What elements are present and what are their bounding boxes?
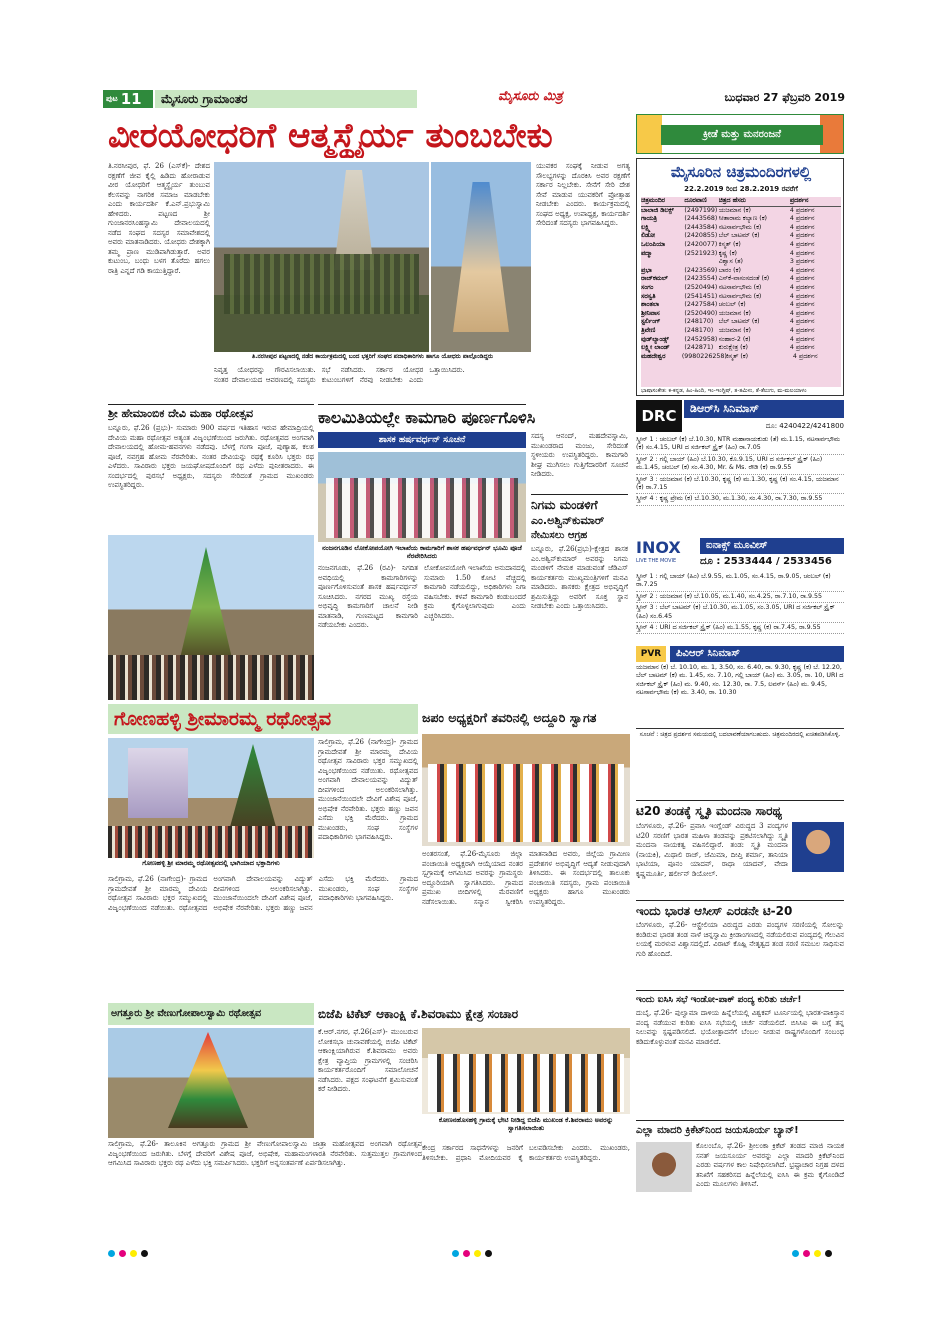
divider <box>636 990 844 991</box>
kaalamiti-photo <box>318 452 526 542</box>
divider <box>636 900 844 901</box>
table-cell: ಎಸ್‌ಕೆ-ವಾಸಂಸದಂತೆ (ಕ) <box>718 275 770 283</box>
temple-icon <box>128 748 188 818</box>
kaalamiti-subhead: ಶಾಸಕ ಹರ್ಷವರ್ಧನ್ ಸೂಚನೆ <box>318 432 526 448</box>
gonahalli-headline: ಗೋಣಹಳ್ಳಿ ಶ್ರೀಮಾರಮ್ಮ ರಥೋತ್ಸವ <box>114 708 332 730</box>
table-cell: ಶ್ರೀನಿವಾಸ <box>641 309 660 317</box>
table-cell: 4 ಪ್ರದರ್ಶನ <box>789 335 815 343</box>
table-row <box>641 353 841 362</box>
table-cell: ಸಂಹಾರ-2 (ಕ) <box>718 335 751 343</box>
table-cell: (2521923) <box>684 249 718 257</box>
table-cell: (2520490) <box>684 309 718 317</box>
showtime-row: ಸ್ಕ್ರೀನ್ 3 : ಬೆಲ್ ಬಾಟಮ್ (ಕ) ಬೆ.10.30, ಮ.1.05, ಸಂ.3.05, URI ದ ಸರ್ಜಿಕಲ್ ಸ್ಟ್ರೈಕ್ (ಹಿಂ) ಸಂ.6.45 <box>636 603 844 623</box>
page-tag-label: ಪುಟ <box>106 94 118 103</box>
table-cell: (2443568) <box>684 215 718 223</box>
cinema-date-range: 22.2.2019 ರಿಂದ 28.2.2019 ರವರೆಗೆ <box>684 185 798 193</box>
showtime-row: ಸ್ಕ್ರೀನ್ 1 : ಚಂಬಲ್ (ಕ) ಬೆ.10.30, NTR ಮಹಾನಾಯಕುಡು (ತೆ) ಮ.1.15, ನಟಸಾರ್ವಭೌಮ (ಕ) ಸಂ.4.15, URI ದ ಸರ್ಜಿಕಲ್ ಸ್ಟ್ರೈಕ್ (ಹಿಂ) ರಾ.7.05 <box>636 435 844 455</box>
gonahalli-text-right: ಸಾಲಿಗ್ರಾಮ, ಫೆ.26 (ನಾಗೇಂದ್ರ)- ಗ್ರಾಮದ ಗ್ರಾಮದೇವತೆ ಶ್ರೀ ಮಾರಮ್ಮ ದೇವಿಯ ರಥೋತ್ಸವ ಸಾವಿರಾರು ಭಕ್ತರ ಸಮ್ಮುಖದಲ್ಲಿ ವಿಜೃಂಭಣೆಯಿಂದ ನಡೆಯಿತು. ರಥೋತ್ಸವದ ಅಂಗವಾಗಿ ದೇವಾಲಯವನ್ನು ವಿದ್ಯುತ್ ದೀಪಗಳಿಂದ ಅಲಂಕರಿಸಲಾಗಿತ್ತು. ಮುಂಜಾನೆಯಿಂದಲೇ ದೇವಿಗೆ ವಿಶೇಷ ಪೂಜೆ, ಅಭಿಷೇಕ ನೆರವೇರಿತು. ಭಕ್ತರು ಹಣ್ಣು ಜವನ ಎಸೆದು ಭಕ್ತಿ ಮೆರೆದರು. ಗ್ರಾಮದ ಮುಖಂಡರು, ಸಂಘ ಸಂಸ್ಥೆಗಳ ಪದಾಧಿಕಾರಿಗಳು ಭಾಗವಹಿಸಿದ್ದರು. <box>318 738 418 841</box>
table-cell: ನಟಸಾರ್ವಭೌಮ (ಕ) <box>718 292 762 300</box>
nigama-headline-3: ನೇಮಿಸಲು ಆಗ್ರಹ <box>531 530 588 541</box>
drc-phone: ದೂ: 4240422/4241800 <box>765 422 844 430</box>
table-cell: (2541451) <box>684 292 718 300</box>
registration-dot <box>485 1250 492 1257</box>
lead-headline: ವೀರಯೋಧರಿಗೆ ಆತ್ಮಸ್ಥೈರ್ಯ ತುಂಬಬೇಕು <box>108 116 553 156</box>
table-cell: 4 ಪ್ರದರ್ಶನ <box>789 223 815 231</box>
table-cell: ಬೆಲ್ ಬಾಟಮ್ (ಕ) <box>718 318 760 326</box>
nigama-headline-1: ನಿಗಮ ಮಂಡಳಿಗೆ <box>531 498 598 512</box>
pvr-footer: ಸೂಚನೆ : ಚಿತ್ರದ ಪ್ರದರ್ಶನ ಸಮಯದಲ್ಲಿ ಬದಲಾವಣೆಯಾಗಬಹುದು. ಚಿತ್ರಮಂದಿರದಲ್ಲಿ ಖಚಿತಪಡಿಸಿಕೊಳ್ಳಿ. <box>636 728 844 754</box>
bjp-caption: ಕೋಣನಹೊಸಹಳ್ಳಿ ಗ್ರಾಮಕ್ಕೆ ಭೇಟಿ ನೀಡಿದ್ದ ಬಿಜೆಪಿ ಮುಖಂಡ ಕೆ.ಶಿವರಾಮು ಅವರನ್ನು ಸ್ವಾಗತಿಸಲಾಯಿತು <box>438 1116 614 1132</box>
registration-dot <box>141 1250 148 1257</box>
showtime-row: ಸ್ಕ್ರೀನ್ 1 : ಗಲ್ಲಿ ಬಾಯ್ (ಹಿಂ) ಬೆ.9.55, ಮ.1.05, ಸಂ.4.15, ರಾ.9.05, ಚಂಬಲ್ (ಕ) ರಾ.7.25 <box>636 572 844 592</box>
hemambika-text: ಬನ್ನೂರು, ಫೆ.26 (ಪ್ರಭು)- ಸುಮಾರು 900 ವರ್ಷದ ಇತಿಹಾಸ ಇರುವ ಹೇಮಾದ್ರಿಯಲ್ಲಿ ದೇವಿಯ ಮಹಾ ರಥೋತ್ಸವ ಅತ್ಯಂತ ವಿಜೃಂಭಣೆಯಿಂದ ಜರುಗಿತು. ರಥೋತ್ಸವದ ಅಂಗವಾಗಿ ದೇವಾಲಯದಲ್ಲಿ ಹೋಮ-ಹವನಗಳು ನಡೆದವು. ಬೆಳಗ್ಗೆ ಗಂಗಾ ಪೂಜೆ, ಪುಣ್ಯಾಹ, ಕಲಶ ಪೂಜೆ, ನವಗ್ರಹ ಹೋಮ ನೆರವೇರಿತು. ನಂತರ ದೇವಿಯನ್ನು ರಥಕ್ಕೆ ಕೂರಿಸಿ ಭಕ್ತರು ರಥ ಎಳೆದರು. ಸಾವಿರಾರು ಭಕ್ತರು ಜಯಘೋಷದೊಂದಿಗೆ ರಥ ಎಳೆದು ಪುನೀತರಾದರು. ಈ ಸಂದರ್ಭದಲ್ಲಿ ಪುರಸಭೆ ಅಧ್ಯಕ್ಷರು, ಸದಸ್ಯರು ಸೇರಿದಂತೆ ಗ್ರಾಮದ ಮುಖಂಡರು ಉಪಸ್ಥಿತರಿದ್ದರು. <box>108 424 314 489</box>
bjp-text-a: ಕೆ.ಆರ್.ನಗರ, ಫೆ.26(ಎಸ್‌)- ಮುಂಬರುವ ಲೋಕಸಭಾ ಚುನಾವಣೆಯಲ್ಲಿ ಬಿಜೆಪಿ ಟಿಕೆಟ್ ಆಕಾಂಕ್ಷಿಯಾಗಿರುವ ಕೆ.ಶಿವರಾಮು ಅವರು ಕ್ಷೇತ್ರ ವ್ಯಾಪ್ತಿಯ ಗ್ರಾಮಗಳಲ್ಲಿ ಸಂಚರಿಸಿ ಕಾರ್ಯಕರ್ತರೊಂದಿಗೆ ಸಮಾಲೋಚನೆ ನಡೆಸಿದರು. ಪಕ್ಷದ ಸಂಘಟನೆಗೆ ಶ್ರಮಿಸುವಂತೆ ಕರೆ ನೀಡಿದರು. <box>318 1028 418 1093</box>
mandana-photo <box>792 822 844 872</box>
lead-photo-caption: ತಿ.ನರಸೀಪುರ ಪಟ್ಟಣದಲ್ಲಿ ನಡೆದ ಕಾರ್ಯಕ್ರಮದಲ್ಲಿ ಬಂದ ಭಕ್ತರಿಗೆ ಸಂಘದ ಪದಾಧಿಕಾರಿಗಳು ಹಾಗೂ ಯೋಧರು ಪಾಲ್ಗೊಂಡಿದ್ದರು <box>251 353 494 360</box>
chariot-icon <box>178 547 234 667</box>
table-cell: ರಾಜ್‌ಕಮಲ್ <box>641 275 668 283</box>
table-cell <box>641 258 684 267</box>
venugopala-headline: ಅಗತ್ತೂರು ಶ್ರೀ ವೇಣುಗೋಪಾಲಸ್ವಾಮಿ ರಥೋತ್ಸವ <box>111 1008 262 1019</box>
table-cell: 4 ಪ್ರದರ್ಶನ <box>789 292 815 300</box>
showtime-row: ಸ್ಕ್ರೀನ್ 2 : ಗಲ್ಲಿ ಬಾಯ್ (ಹಿಂ) ಬೆ.10.30, ಕೊ.9.15, URI ದ ಸರ್ಜಿಕಲ್ ಸ್ಟ್ರೈಕ್ (ಹಿಂ) ಮ.1.45, ಚಂಬಲ್ (ಕ) ಸಂ.4.30, Mr. & Ms. ರೌಡಿ (ಕ) ರಾ.9.55 <box>636 455 844 475</box>
showtime-row: ಸ್ಕ್ರೀನ್ 2 : ಯಜಮಾನ (ಕ) ಬೆ.10.05, ಮ.1.40, ಸಂ.4.25, ರಾ.7.10, ರಾ.9.55 <box>636 592 844 603</box>
showtime-row: ಸ್ಕ್ರೀನ್ 4 : ಕೃಷ್ಣ ಪ್ರೇಮ (ಕ) ಬೆ.10.30, ಮ.1.30, ಸಂ.4.30, ರಾ.7.30, ರಾ.9.55 <box>636 494 844 505</box>
table-cell: ಮಹದೇಶ್ವರ <box>641 352 666 360</box>
gonahalli-caption: ಗೋಣಹಳ್ಳಿ ಶ್ರೀ ಮಾರಮ್ಮ ರಥೋತ್ಸವದಲ್ಲಿ ಭಾಗಿಯಾದ ಭಕ್ತಾದಿಗಳು <box>142 859 280 867</box>
divider <box>636 1120 844 1121</box>
table-row <box>641 293 841 302</box>
table-cell: ಶಾಂತಲಾ <box>641 301 660 309</box>
table-row <box>641 301 841 310</box>
table-row <box>641 310 841 319</box>
mandana-text: ಬೆಂಗಳೂರು, ಫೆ.26- ಪ್ರವಾಸಿ ಇಂಗ್ಲೆಂಡ್ ವಿರುದ್ಧದ 3 ಪಂದ್ಯಗಳ ಟಿ20 ಸರಣಿಗೆ ಭಾರತ ಮಹಿಳಾ ತಂಡವನ್ನು ಪ್ರಕಟಿಸಲಾಗಿದ್ದು ಸ್ಮೃತಿ ಮಂದನಾ ನಾಯಕತ್ವ ವಹಿಸಲಿದ್ದಾರೆ. ತಂಡ: ಸ್ಮೃತಿ ಮಂದನಾ (ನಾಯಕಿ), ಮಿಥಾಲಿ ರಾಜ್, ಜೆಮಿಮಾ, ದೀಪ್ತಿ ಶರ್ಮಾ, ತಾನಿಯಾ ಭಾಟಿಯಾ, ಪೂನಂ ಯಾದವ್, ರಾಧಾ ಯಾದವ್, ವೇದಾ ಕೃಷ್ಣಮೂರ್ತಿ, ಹರ್ಲೀನ್ ಡಿಯೋಲ್. <box>636 822 788 878</box>
registration-dot <box>803 1250 810 1257</box>
table-row <box>641 241 841 250</box>
newspaper-logo: ಮೈಸೂರು ಮಿತ್ರ <box>498 89 563 104</box>
table-cell: 4 ಪ್ರದರ್ಶನ <box>789 309 815 317</box>
showtime-row: ಸ್ಕ್ರೀನ್ 4 : URI ದ ಸರ್ಜಿಕಲ್ ಸ್ಟ್ರೈಕ್ (ಹಿಂ) ಮ.1.55, ಕೃಷ್ಣ (ಕ) ರಾ.7.45, ರಾ.9.55 <box>636 623 844 634</box>
table-cell: 4 ಪ್ರದರ್ಶನ <box>789 318 815 326</box>
table-cell: 4 ಪ್ರದರ್ಶನ <box>789 232 815 240</box>
table-cell: (2452958) <box>684 335 718 343</box>
table-cell: ಬಾಲಾಜಿ ಡಿಲಕ್ಸ್ <box>641 206 674 214</box>
divider <box>531 494 628 495</box>
crowd-shape <box>224 254 419 314</box>
table-row <box>641 207 841 216</box>
sports-banner-label: ಕ್ರೀಡೆ ಮತ್ತು ಮನರಂಜನೆ <box>661 125 823 145</box>
kaalamiti-text-a: ನಂಜನಗೂಡು, ಫೆ.26 (ರವಿ)- ನಿಗದಿತ ಅವಧಿಯಲ್ಲಿ ಕಾಮಗಾರಿಗಳನ್ನು ಪೂರ್ಣಗೊಳಿಸುವಂತೆ ಶಾಸಕ ಹರ್ಷವರ್ಧನ್ ಸೂಚಿಸಿದರು. ನಗರದ ಮುಖ್ಯ ರಸ್ತೆಯ ಅಭಿವೃದ್ಧಿ ಕಾಮಗಾರಿಗೆ ಚಾಲನೆ ನೀಡಿ ಮಾತನಾಡಿ, ಗುಣಮಟ್ಟದ ಕಾಮಗಾರಿ ನಡೆಯಬೇಕು ಎಂದರು. <box>318 564 418 629</box>
cinema-heading: ಮೈಸೂರಿನ ಚಿತ್ರಮಂದಿರಗಳಲ್ಲಿ <box>670 163 812 181</box>
table-cell: ಕುರುಕ್ಷೇತ್ರ (ಕ) <box>718 344 748 352</box>
table-cell <box>684 258 718 267</box>
cinema-table <box>641 197 841 387</box>
hemambika-headline: ಶ್ರೀ ಹೇಮಾಂಬಿಕ ದೇವಿ ಮಹಾ ರಥೋತ್ಸವ <box>108 407 254 420</box>
table-cell: ಕಿಸ್ಮತ್ (ಕ) <box>718 240 741 248</box>
table-row <box>641 250 841 259</box>
table-cell: (2427584) <box>684 301 718 309</box>
table-cell: ಸರಸ್ವತಿ <box>641 292 656 300</box>
table-cell: ಬಾರಂ (ಕ) <box>718 266 741 274</box>
table-cell: 4 ಪ್ರದರ್ಶನ <box>789 240 815 248</box>
table-cell: ಬೆಲ್ ಬಾಟಮ್ (ಕ) <box>718 232 760 240</box>
table-cell: ಲಕ್ಷ್ಮೀ ಲಾಂಡ್ <box>641 344 670 352</box>
table-cell: (2423569) <box>684 266 718 274</box>
inox-showtimes <box>636 572 844 644</box>
showtime-row: ಸ್ಕ್ರೀನ್ 3 : ಯಜಮಾನ (ಕ) ಬೆ.10.30, ಕೃಷ್ಣ (ಕ) ಮ.1.30, ಕೃಷ್ಣ (ಕ) ಸಂ.4.15, ಯಜಮಾನ (ಕ) ರಾ.7.15 <box>636 475 844 495</box>
crowd-shape <box>428 764 624 842</box>
crowd-shape <box>108 826 314 858</box>
table-cell: (2423554) <box>684 275 718 283</box>
table-cell: ಸಂಗಂ <box>641 283 654 291</box>
table-row <box>641 344 841 353</box>
column-header: ಚಿತ್ರದ ಹೆಸರು <box>718 197 746 204</box>
nigama-text: ಬನ್ನೂರು, ಫೆ.26(ಪ್ರಭು)-ಕ್ಷೇತ್ರದ ಶಾಸಕ ಎಂ.ಅಶ್ವಿನ್‌ಕುಮಾರ್ ಅವರನ್ನು ನಿಗಮ ಮಂಡಳಿಗೆ ನೇಮಕ ಮಾಡುವಂತೆ ಜೆಡಿಎಸ್ ಕಾರ್ಯಕರ್ತರು ಮುಖ್ಯಮಂತ್ರಿಗಳಿಗೆ ಮನವಿ ಮಾಡಿದರು. ಶಾಸಕರು ಕ್ಷೇತ್ರದ ಅಭಿವೃದ್ಧಿಗೆ ಶ್ರಮಿಸುತ್ತಿದ್ದು ಅವರಿಗೆ ಸೂಕ್ತ ಸ್ಥಾನ ನೀಡಬೇಕು ಎಂದು ಒತ್ತಾಯಿಸಿದರು. <box>531 545 628 610</box>
table-cell: (248170) <box>684 318 714 326</box>
drc-title: ಡಿಆರ್‌ಸಿ ಸಿನಿಮಾಸ್ <box>684 400 844 418</box>
table-cell: (2443584) <box>684 223 718 231</box>
table-cell: ಲಕ್ಷ್ಮಿ <box>641 223 651 231</box>
inox-logo <box>636 538 698 570</box>
table-cell: ಒಲಂಪಿಯಾ <box>641 240 666 248</box>
divider <box>318 404 526 405</box>
table-cell: ಪದ್ಮಾ <box>641 249 653 257</box>
table-cell: 4 ಪ್ರದರ್ಶನ <box>789 344 815 352</box>
inox-title: ಐನಾಕ್ಸ್ ಮೂವೀಸ್ <box>700 538 844 554</box>
pvr-showtimes: ಯಜಮಾನ (ಕ) ಬೆ. 10.10, ಮ. 1, 3.50, ಸಂ. 6.40, ರಾ. 9.30, ಕೃಷ್ಣ (ಕ) ಬೆ. 12.20, ಬೆಲ್ ಬಾಟಮ್ (ಕ) ಮ. 1.45, ಸಂ. 7.10, ಗಲ್ಲಿ ಬಾಯ್ (ಹಿಂ) ಮ. 3.05, ರಾ. 10, URI ದ ಸರ್ಜಿಕಲ್ ಸ್ಟ್ರೈಕ್ (ಹಿಂ) ಮ. 9.40, ಸಂ. 12.30, ರಾ. 7.5, ಲವರ್ಸ್ (ಹಿಂ) ಮ. 9.45, ನಟಸಾರ್ವಭೌಮ (ಕ) ಮ. 3.40, ರಾ. 10.30 <box>636 664 844 697</box>
crowd-shape <box>108 655 314 700</box>
lead-photo <box>214 162 429 352</box>
table-row <box>641 318 841 327</box>
table-cell: ಯಜಮಾನ (ಕ) <box>718 206 751 214</box>
cinema-rows <box>641 207 841 362</box>
hemambika-photo <box>108 535 314 700</box>
registration-dot <box>814 1250 821 1257</box>
aus-text: ಬೆಂಗಳೂರು, ಫೆ.26- ಆಸ್ಟ್ರೇಲಿಯಾ ವಿರುದ್ಧದ ಎರಡು ಪಂದ್ಯಗಳ ಸರಣಿಯಲ್ಲಿ ಸೋಲನ್ನು ಕಂಡಿರುವ ಭಾರತ ತಂಡ ನಾಳೆ ಚಿನ್ನಸ್ವಾಮಿ ಕ್ರೀಡಾಂಗಣದಲ್ಲಿ ನಡೆಯಲಿರುವ ಪಂದ್ಯದಲ್ಲಿ ಗೆಲುವಿನ ಲಯಕ್ಕೆ ಮರಳುವ ವಿಶ್ವಾಸದಲ್ಲಿದೆ. ವಿರಾಟ್ ಕೊಹ್ಲಿ ನೇತೃತ್ವದ ತಂಡ ಸರಣಿ ಸಮಬಲ ಸಾಧಿಸುವ ಗುರಿ ಹೊಂದಿದೆ. <box>636 921 844 958</box>
table-row <box>641 224 841 233</box>
section-title: ಮೈಸೂರು ಗ್ರಾಮಾಂತರ <box>155 90 417 108</box>
cinema-table-header <box>641 197 841 207</box>
table-cell: 4 ಪ್ರದರ್ಶನ <box>789 326 815 334</box>
gonahalli-headline-bar <box>108 704 418 734</box>
table-cell: 4 ಪ್ರದರ್ಶನ <box>789 301 815 309</box>
table-cell: 4 ಪ್ರದರ್ಶನ <box>789 283 815 291</box>
registration-marks <box>450 1242 510 1252</box>
lead-col-bottom: ನಿವೃತ್ತ ಯೋಧರನ್ನು ಗೌರವಿಸಲಾಯಿತು. ನಂತರ ದೇವಾಲಯದ ಆವರಣದಲ್ಲಿ ಸದಸ್ಯರು ಸಭೆ ನಡೆಸಿದರು. ಸರ್ಕಾರ ಯೋಧರ ಕುಟುಂಬಗಳಿಗೆ ನೆರವು ನೀಡಬೇಕು ಎಂದು ಒತ್ತಾಯಿಸಿದರು. <box>214 366 465 384</box>
table-cell: 4 ಪ್ರದರ್ಶನ <box>792 352 818 360</box>
column-header: ದೂರವಾಣಿ <box>684 197 707 204</box>
table-row <box>641 327 841 336</box>
jayasurya-photo <box>636 1142 692 1192</box>
table-cell: (2520494) <box>684 283 718 291</box>
gonahalli-photo <box>108 738 314 858</box>
kaalamiti-headline: ಕಾಲಮಿತಿಯಲ್ಲೇ ಕಾಮಗಾರಿ ಪೂರ್ಣಗೊಳಿಸಿ <box>318 408 536 427</box>
mandana-headline: ಟಿ20 ತಂಡಕ್ಕೆ ಸ್ಮೃತಿ ಮಂದನಾ ಸಾರಥ್ಯ <box>636 804 782 818</box>
table-row <box>641 215 841 224</box>
registration-marks <box>790 1242 850 1252</box>
registration-dot <box>108 1250 115 1257</box>
lead-col1: ತಿ.ನರಸೀಪುರ, ಫೆ. 26 (ಎಸ್‌ಕೆ)- ದೇಶದ ರಕ್ಷಣೆಗೆ ಜೀವ ಕೈಲ್ಲಿ ಹಿಡಿದು ಹೋರಾಡುವ ವೀರ ಯೋಧರಿಗೆ ಆತ್ಮಸ್ಥೈರ್ಯ ತುಂಬುವ ಕೆಲಸವನ್ನು ನಾಗರಿಕ ಸಮಾಜ ಮಾಡಬೇಕು ಎಂದು ಕಾರ್ಯದರ್ಶಿ ಕೆ.ಎನ್.ಪ್ರಭುಸ್ವಾಮಿ ಹೇಳಿದರು. ಪಟ್ಟಣದ ಶ್ರೀ ಗುಂಜಾನರಸಿಂಹಸ್ವಾಮಿ ದೇವಾಲಯದಲ್ಲಿ ನಡೆದ ಸಂಘದ ಸದಸ್ಯರ ಸಮಾವೇಶದಲ್ಲಿ ಅವರು ಮಾತನಾಡಿದರು. ಯೋಧರು ದೇಶಕ್ಕಾಗಿ ತಮ್ಮ ಪ್ರಾಣ ಮುಡಿಪಾಗಿಡುತ್ತಾರೆ. ಅವರ ಕುಟುಂಬ, ಬಂಧು ಬಳಗ ತೊರೆದು ಹಗಲು ರಾತ್ರಿ ಎನ್ನದೆ ಗಡಿ ಕಾಯುತ್ತಿದ್ದಾರೆ. <box>108 162 210 275</box>
kaalamiti-text-b: ಲೋಕೋಪಯೋಗಿ ಇಲಾಖೆಯ ಅನುದಾನದಲ್ಲಿ ಸುಮಾರು 1.50 ಕೋಟಿ ವೆಚ್ಚದಲ್ಲಿ ಕಾಮಗಾರಿ ನಡೆಯಲಿದ್ದು, ಅಧಿಕಾರಿಗಳು ನಿಗಾ ವಹಿಸಬೇಕು. ಕಳಪೆ ಕಾಮಗಾರಿ ಕಂಡುಬಂದರೆ ಕ್ರಮ ಕೈಗೊಳ್ಳಲಾಗುವುದು ಎಂದು ಎಚ್ಚರಿಸಿದರು. <box>424 564 526 620</box>
table-cell: ಪ್ರಭಾ <box>641 266 652 274</box>
page-number: 11 <box>120 90 142 108</box>
crowd-shape <box>428 1054 624 1112</box>
chariot-icon <box>228 744 278 834</box>
table-cell: (242871) <box>684 344 714 352</box>
page-tag <box>103 90 153 108</box>
table-cell: 3 ಪ್ರದರ್ಶನ <box>789 258 815 266</box>
table-cell: ನಟಸಾರ್ವಭೌಮ (ಕ) <box>718 283 762 291</box>
pvr-block <box>636 646 844 756</box>
jayasurya-headline: ಎಲ್ಲಾ ಮಾದರಿ ಕ್ರಿಕೆಟ್‌ನಿಂದ ಜಯಸೂರ್ಯ ಬ್ಯಾನ್! <box>636 1125 799 1136</box>
table-row <box>641 275 841 284</box>
masthead <box>103 88 845 110</box>
table-row <box>641 258 841 267</box>
aus-headline: ಇಂದು ಭಾರತ ಆಸೀಸ್ ಎರಡನೇ ಟಿ-20 <box>636 904 793 918</box>
cinema-note: ಭಾಷಾಸಂಕೇತ: ಕ-ಕನ್ನಡ, ಹಿಂ-ಹಿಂದಿ, ಇಂ-ಇಂಗ್ಲಿಷ್, ತ-ತಮಿಳು, ತೆ-ತೆಲುಗು, ಮ-ಮಲಯಾಳಂ <box>641 388 807 394</box>
column-header: ಪ್ರದರ್ಶನ <box>789 197 809 204</box>
table-cell: ಕೃಷ್ಣ (ಕ) <box>718 249 738 257</box>
registration-dot <box>474 1250 481 1257</box>
inox-logo-tag: LIVE THE MOVIE <box>636 558 677 564</box>
divider <box>108 404 314 405</box>
column-header: ಚಿತ್ರಮಂದಿರ <box>641 197 666 204</box>
table-cell: 4 ಪ್ರದರ್ಶನ <box>789 275 815 283</box>
registration-dot <box>130 1250 137 1257</box>
bjp-photo <box>422 1028 630 1114</box>
table-cell: ಸೀತಾರಾಮ ಕಲ್ಯಾಣ (ಕ) <box>718 215 767 223</box>
jayasurya-text: ಕೊಲಂಬೊ, ಫೆ.26- ಶ್ರೀಲಂಕಾ ಕ್ರಿಕೆಟ್ ತಂಡದ ಮಾಜಿ ನಾಯಕ ಸನತ್ ಜಯಸೂರ್ಯ ಅವರನ್ನು ಎಲ್ಲಾ ಮಾದರಿ ಕ್ರಿಕೆಟ್‌ನಿಂದ ಎರಡು ವರ್ಷಗಳ ಕಾಲ ನಿಷೇಧಿಸಲಾಗಿದೆ. ಭ್ರಷ್ಟಾಚಾರ ನಿಗ್ರಹ ದಳದ ತನಿಖೆಗೆ ಸಹಕರಿಸದ ಹಿನ್ನೆಲೆಯಲ್ಲಿ ಐಸಿಸಿ ಈ ಕ್ರಮ ಕೈಗೊಂಡಿದೆ ಎಂದು ಮೂಲಗಳು ತಿಳಿಸಿವೆ. <box>696 1142 844 1188</box>
table-cell: (2497199) <box>684 206 718 214</box>
divider <box>636 800 844 801</box>
sports-banner <box>636 114 844 154</box>
table-cell: 4 ಪ್ರದರ್ಶನ <box>789 215 815 223</box>
bjp-text-b: ಕೇಂದ್ರ ಸರ್ಕಾರದ ಸಾಧನೆಗಳನ್ನು ಜನರಿಗೆ ತಿಳಿಸಬೇಕು. ಪ್ರಧಾನಿ ಮೋದಿಯವರ ಕೈ ಬಲಪಡಿಸಬೇಕು ಎಂದರು. ಮುಖಂಡರು, ಕಾರ್ಯಕರ್ತರು ಉಪಸ್ಥಿತರಿದ್ದರು. <box>422 1144 630 1162</box>
table-cell: ಸ್ಟರ್ಲಿಂಗ್ <box>641 318 661 326</box>
table-cell: ನಟಸಾರ್ವಭೌಮ (ಕ) <box>718 223 762 231</box>
table-cell: (2420077) <box>684 240 718 248</box>
venugopala-headline-bar <box>108 1003 314 1025</box>
table-cell: ತ್ರಿವೇಣಿ <box>641 326 656 334</box>
table-cell: 4 ಪ್ರದರ್ಶನ <box>789 266 815 274</box>
table-cell: ವುಡ್‌ಲ್ಯಾಂಡ್ಸ್ <box>641 335 669 343</box>
table-row <box>641 284 841 293</box>
registration-marks <box>106 1242 166 1252</box>
nigama-headline-2: ಎಂ.ಅಶ್ವಿನ್‌ಕುಮಾರ್ <box>531 514 605 527</box>
venugopala-text: ಸಾಲಿಗ್ರಾಮ, ಫೆ.26- ತಾಲೂಕಿನ ಅಗತ್ತೂರು ಗ್ರಾಮದ ಶ್ರೀ ವೇಣುಗೋಪಾಲಸ್ವಾಮಿ ಜಾತ್ರಾ ಮಹೋತ್ಸವದ ಅಂಗವಾಗಿ ರಥೋತ್ಸವ ವಿಜೃಂಭಣೆಯಿಂದ ಜರುಗಿತು. ಬೆಳಗ್ಗೆ ದೇವರಿಗೆ ವಿಶೇಷ ಪೂಜೆ, ಅಭಿಷೇಕ, ಮಹಾಮಂಗಳಾರತಿ ನೆರವೇರಿತು. ಸುತ್ತಮುತ್ತಲ ಗ್ರಾಮಗಳಿಂದ ಆಗಮಿಸಿದ ಸಾವಿರಾರು ಭಕ್ತರು ರಥ ಎಳೆದು ಭಕ್ತಿ ಸಮರ್ಪಿಸಿದರು. ಭಕ್ತರಿಗೆ ಅನ್ನಸಂತರ್ಪಣೆ ಏರ್ಪಡಿಸಲಾಗಿತ್ತು. <box>108 1140 422 1167</box>
japam-headline: ಜಪಂ ಅಧ್ಯಕ್ಷರಿಗೆ ತವರಿನಲ್ಲಿ ಅದ್ದೂರಿ ಸ್ವಾಗತ <box>422 710 597 725</box>
table-cell: 4 ಪ್ರದರ್ಶನ <box>789 249 815 257</box>
inox-logo-text: INOX <box>636 538 681 557</box>
table-cell: ಕಿಸ್ಮತ್ (ಕ) <box>725 352 749 360</box>
bjp-headline: ಬಿಜೆಪಿ ಟಿಕೆಟ್ ಆಕಾಂಕ್ಷಿ ಕೆ.ಶಿವರಾಮು ಕ್ಷೇತ್ರ ಸಂಚಾರ <box>318 1007 519 1021</box>
cinema-box <box>636 158 844 396</box>
drc-showtimes <box>636 435 844 535</box>
table-row <box>641 267 841 276</box>
table-cell: ಯಜಮಾನ (ಕ) <box>718 309 751 317</box>
pvr-title: ಪಿವಿಆರ್ ಸಿನಿಮಾಸ್ <box>670 646 844 662</box>
table-cell: ವಿಶ್ವಾಸ (ತ) <box>718 258 743 266</box>
gonahalli-text: ಸಾಲಿಗ್ರಾಮ, ಫೆ.26 (ನಾಗೇಂದ್ರ)- ಗ್ರಾಮದ ಗ್ರಾಮದೇವತೆ ಶ್ರೀ ಮಾರಮ್ಮ ದೇವಿಯ ರಥೋತ್ಸವ ಸಾವಿರಾರು ಭಕ್ತರ ಸಮ್ಮುಖದಲ್ಲಿ ವಿಜೃಂಭಣೆಯಿಂದ ನಡೆಯಿತು. ರಥೋತ್ಸವದ ಅಂಗವಾಗಿ ದೇವಾಲಯವನ್ನು ವಿದ್ಯುತ್ ದೀಪಗಳಿಂದ ಅಲಂಕರಿಸಲಾಗಿತ್ತು. ಮುಂಜಾನೆಯಿಂದಲೇ ದೇವಿಗೆ ವಿಶೇಷ ಪೂಜೆ, ಅಭಿಷೇಕ ನೆರವೇರಿತು. ಭಕ್ತರು ಹಣ್ಣು ಜವನ ಎಸೆದು ಭಕ್ತಿ ಮೆರೆದರು. ಗ್ರಾಮದ ಮುಖಂಡರು, ಸಂಘ ಸಂಸ್ಥೆಗಳ ಪದಾಧಿಕಾರಿಗಳು ಭಾಗವಹಿಸಿದ್ದರು. <box>108 875 418 912</box>
table-cell: (9980226258) <box>681 352 727 360</box>
table-cell: ಲಿಡೋ <box>641 232 656 240</box>
table-cell: ಚಂಬಲ್ (ಕ) <box>718 301 746 309</box>
japam-text: ಅಂತರಸಂತೆ, ಫೆ.26-ಮೈಸೂರು ಜಿಲ್ಲಾ ಪಂಚಾಯಿತಿ ಅಧ್ಯಕ್ಷರಾಗಿ ಆಯ್ಕೆಯಾದ ನಂತರ ಸ್ವಗ್ರಾಮಕ್ಕೆ ಆಗಮಿಸಿದ ಅವರನ್ನು ಗ್ರಾಮಸ್ಥರು ಅದ್ದೂರಿಯಾಗಿ ಸ್ವಾಗತಿಸಿದರು. ಗ್ರಾಮದ ಪ್ರಮುಖ ಬೀದಿಗಳಲ್ಲಿ ಮೆರವಣಿಗೆ ನಡೆಸಲಾಯಿತು. ಸನ್ಮಾನ ಸ್ವೀಕರಿಸಿ ಮಾತನಾಡಿದ ಅವರು, ಜಿಲ್ಲೆಯ ಗ್ರಾಮೀಣ ಪ್ರದೇಶಗಳ ಅಭಿವೃದ್ಧಿಗೆ ಆದ್ಯತೆ ನೀಡುವುದಾಗಿ ತಿಳಿಸಿದರು. ಈ ಸಂದರ್ಭದಲ್ಲಿ ತಾಲೂಕು ಪಂಚಾಯಿತಿ ಸದಸ್ಯರು, ಗ್ರಾಮ ಪಂಚಾಯಿತಿ ಅಧ್ಯಕ್ಷರು ಹಾಗೂ ಮುಖಂಡರು ಉಪಸ್ಥಿತರಿದ್ದರು. <box>422 850 630 906</box>
icc-headline: ಇಂದು ಐಸಿಸಿ ಸಭೆ ಇಂಡೋ-ಪಾಕ್ ಪಂದ್ಯ ಕುರಿತು ಚರ್ಚೆ! <box>636 995 802 1005</box>
registration-dot <box>119 1250 126 1257</box>
chariot-icon <box>168 1032 248 1128</box>
registration-dot <box>463 1250 470 1257</box>
icc-text: ದುಬೈ, ಫೆ.26- ಪುಲ್ವಾಮಾ ದಾಳಿಯ ಹಿನ್ನೆಲೆಯಲ್ಲಿ ವಿಶ್ವಕಪ್ ಟೂರ್ನಿಯಲ್ಲಿ ಭಾರತ-ಪಾಕಿಸ್ತಾನ ಪಂದ್ಯ ನಡೆಯುವ ಕುರಿತು ಐಸಿಸಿ ಸಭೆಯಲ್ಲಿ ಚರ್ಚೆ ನಡೆಯಲಿದೆ. ಬಿಸಿಸಿಐ ಈ ಬಗ್ಗೆ ತನ್ನ ನಿಲುವನ್ನು ಸ್ಪಷ್ಟಪಡಿಸಲಿದೆ. ಭಯೋತ್ಪಾದನೆಗೆ ಬೆಂಬಲ ನೀಡುವ ರಾಷ್ಟ್ರಗಳೊಂದಿಗೆ ಸಂಬಂಧ ಕಡಿದುಕೊಳ್ಳುವಂತೆ ಮನವಿ ಮಾಡಲಿದೆ. <box>636 1009 844 1046</box>
table-cell: 4 ಪ್ರದರ್ಶನ <box>789 206 815 214</box>
drc-block <box>636 400 844 536</box>
kaalamiti-caption: ನಂಜನಗೂಡಿನ ಲೋಕೋಪಯೋಗಿ ಇಲಾಖೆಯ ಕಾಮಗಾರಿಗೆ ಶಾಸಕ ಹರ್ಷವರ್ಧನ್ ಭೂಮಿ ಪೂಜೆ ನೆರವೇರಿಸಿದರು <box>322 544 522 560</box>
table-cell: (248170) <box>684 326 714 334</box>
lead-photo-2 <box>431 162 531 352</box>
japam-photo <box>422 734 630 846</box>
inox-phone: ದೂ : 2533444 / 2533456 <box>700 556 832 567</box>
lead-col-right: ಯುವಕರ ಸಂಘಕ್ಕೆ ನೀಡುವ ಅಗತ್ಯ ಸೌಲಭ್ಯಗಳನ್ನು ದೊರಕಿಸಿ ಅವರ ರಕ್ಷಣೆಗೆ ಸರ್ಕಾರ ನಿಲ್ಲಬೇಕು. ಸೇನೆಗೆ ಸೇರಿ ದೇಶ ಸೇವೆ ಮಾಡುವ ಯುವಕರಿಗೆ ಪ್ರೋತ್ಸಾಹ ನೀಡಬೇಕು ಎಂದರು. ಕಾರ್ಯಕ್ರಮದಲ್ಲಿ ಸಂಘದ ಅಧ್ಯಕ್ಷ, ಉಪಾಧ್ಯಕ್ಷ, ಕಾರ್ಯದರ್ಶಿ ಸೇರಿದಂತೆ ಸದಸ್ಯರು ಭಾಗವಹಿಸಿದ್ದರು. <box>536 162 630 227</box>
drc-logo: DRC <box>636 400 682 432</box>
table-row <box>641 232 841 241</box>
crowd-shape <box>326 478 518 538</box>
pvr-logo: PVR <box>636 646 666 662</box>
registration-dot <box>452 1250 459 1257</box>
table-cell: (2420855) <box>684 232 718 240</box>
venugopala-photo <box>108 1028 314 1138</box>
registration-dot <box>792 1250 799 1257</box>
table-row <box>641 336 841 345</box>
inox-block <box>636 538 844 644</box>
issue-date: ಬುಧವಾರ 27 ಫೆಬ್ರವರಿ 2019 <box>724 91 845 104</box>
temple-tower-icon <box>453 182 509 332</box>
kaalamiti-text-c: ಸದಸ್ಯ ಆನಂದ್, ಮಹದೇವಸ್ವಾಮಿ, ಮುಖಂಡರಾದ ಮಂಜು, ಸೇರಿದಂತೆ ಸ್ಥಳೀಯರು ಉಪಸ್ಥಿತರಿದ್ದರು. ಕಾಮಗಾರಿ ಶೀಘ್ರ ಮುಗಿಸಲು ಗುತ್ತಿಗೆದಾರರಿಗೆ ಸೂಚನೆ ನೀಡಿದರು. <box>531 432 628 478</box>
table-cell: ಗಾಯತ್ರಿ <box>641 215 657 223</box>
registration-dot <box>825 1250 832 1257</box>
table-cell: ಯಜಮಾನ (ಕ) <box>718 326 751 334</box>
